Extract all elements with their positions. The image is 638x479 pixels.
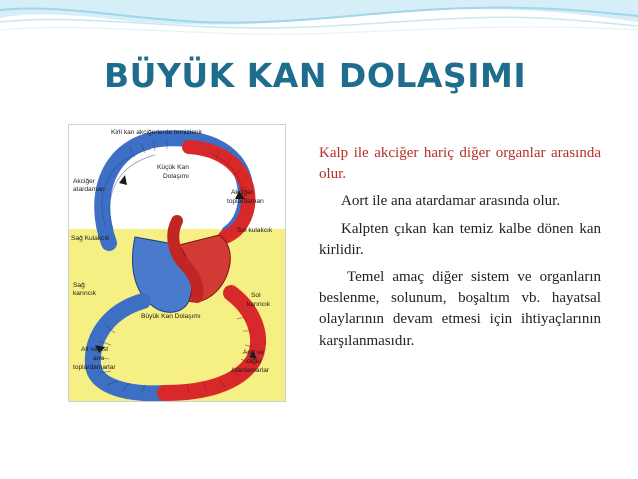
label-veins-3: toplardamarlar [73,364,116,371]
label-top: Kirli kan akciğerlerde temizlenir [111,129,203,136]
label-lung-artery-2: atardamarı [73,186,105,193]
paragraph-definition: Kalp ile akciğer hariç diğer organlar arasında olur. [319,145,601,183]
label-lung-vein-2: toplardamarı [227,198,265,205]
label-right-ventricle-1: Sağ [73,282,85,289]
paragraph-aorta: Aort ile ana atardamar arasında olur. [341,193,561,210]
label-aorta-2: diğer [247,358,262,365]
label-left-atrium: Sol kulakcık [237,227,273,234]
circulation-illustration [69,125,285,401]
label-big-circ: Büyük Kan Dolaşımı [141,313,201,320]
label-veins-2: ana [93,355,105,362]
circulation-diagram [68,124,286,402]
label-small-circ-2: Dolaşımı [163,173,190,180]
label-left-ventricle-1: Sol [251,292,261,299]
label-aorta-3: Atardamarlar [231,367,270,374]
slide-body [319,143,601,358]
label-left-ventricle-2: karıncık [247,301,271,308]
paragraph-blood-flow: Kalpten çıkan kan temiz kalbe dönen kan kirlidir. [319,220,601,258]
label-right-ventricle-2: karıncık [73,290,97,297]
label-aorta-1: Aort ve [243,349,264,356]
label-veins-1: Alt ve üst [81,346,109,353]
label-lung-vein-1: Akciğer [231,189,253,196]
decorative-wave-header [0,0,638,60]
label-right-atrium: Sağ Kulakcık [71,235,110,242]
label-small-circ-1: Küçük Kan [157,164,189,171]
slide-title: BÜYÜK KAN DOLAŞIMI [104,56,527,95]
paragraph-purpose: Temel amaç diğer sistem ve organların beslenme, solunum, boşaltım vb. hayatsal olaylarının devam etmesi için ihtiyaçlarının karşılanmasıdır. [319,269,601,349]
label-lung-artery-1: Akciğer [73,178,95,185]
